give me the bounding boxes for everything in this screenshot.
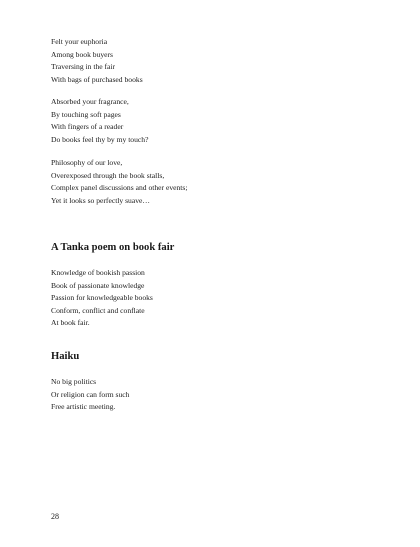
poem-line: Philosophy of our love, (51, 158, 123, 167)
tanka-heading: A Tanka poem on book fair (51, 242, 175, 253)
poem-line: Complex panel discussions and other events; (51, 183, 188, 193)
poem-line: Free artistic meeting. (51, 402, 116, 412)
poem-line: With bags of purchased books (51, 74, 143, 84)
page-number: 28 (51, 512, 59, 521)
poem-line: Absorbed your fragrance, (51, 97, 129, 106)
poem-line: No big politics (51, 377, 97, 386)
poem-line: At book fair. (51, 318, 90, 328)
poem-line: Or religion can form such (51, 389, 130, 399)
poem-line: Conform, conflict and conflate (51, 305, 145, 315)
poem-line: Do books feel thy by my touch? (51, 134, 149, 144)
poem-line: Overexposed through the book stalls, (51, 170, 165, 180)
poem-line: Yet it looks so perfectly suave… (51, 195, 150, 205)
poem-line: Knowledge of bookish passion (51, 268, 145, 277)
stanza-3 (51, 157, 187, 207)
poem-line: By touching soft pages (51, 109, 121, 119)
stanza-2 (51, 96, 148, 146)
stanza-1 (51, 36, 143, 86)
poem-line: Traversing in the fair (51, 62, 116, 72)
poem-line: With fingers of a reader (51, 122, 124, 132)
poem-line: Among book buyers (51, 49, 114, 59)
poem-line: Book of passionate knowledge (51, 280, 145, 290)
poem-line: Felt your euphoria (51, 37, 108, 46)
haiku-heading: Haiku (51, 351, 80, 362)
haiku-poem (51, 376, 129, 414)
poem-line: Passion for knowledgeable books (51, 293, 153, 303)
tanka-poem (51, 267, 153, 330)
